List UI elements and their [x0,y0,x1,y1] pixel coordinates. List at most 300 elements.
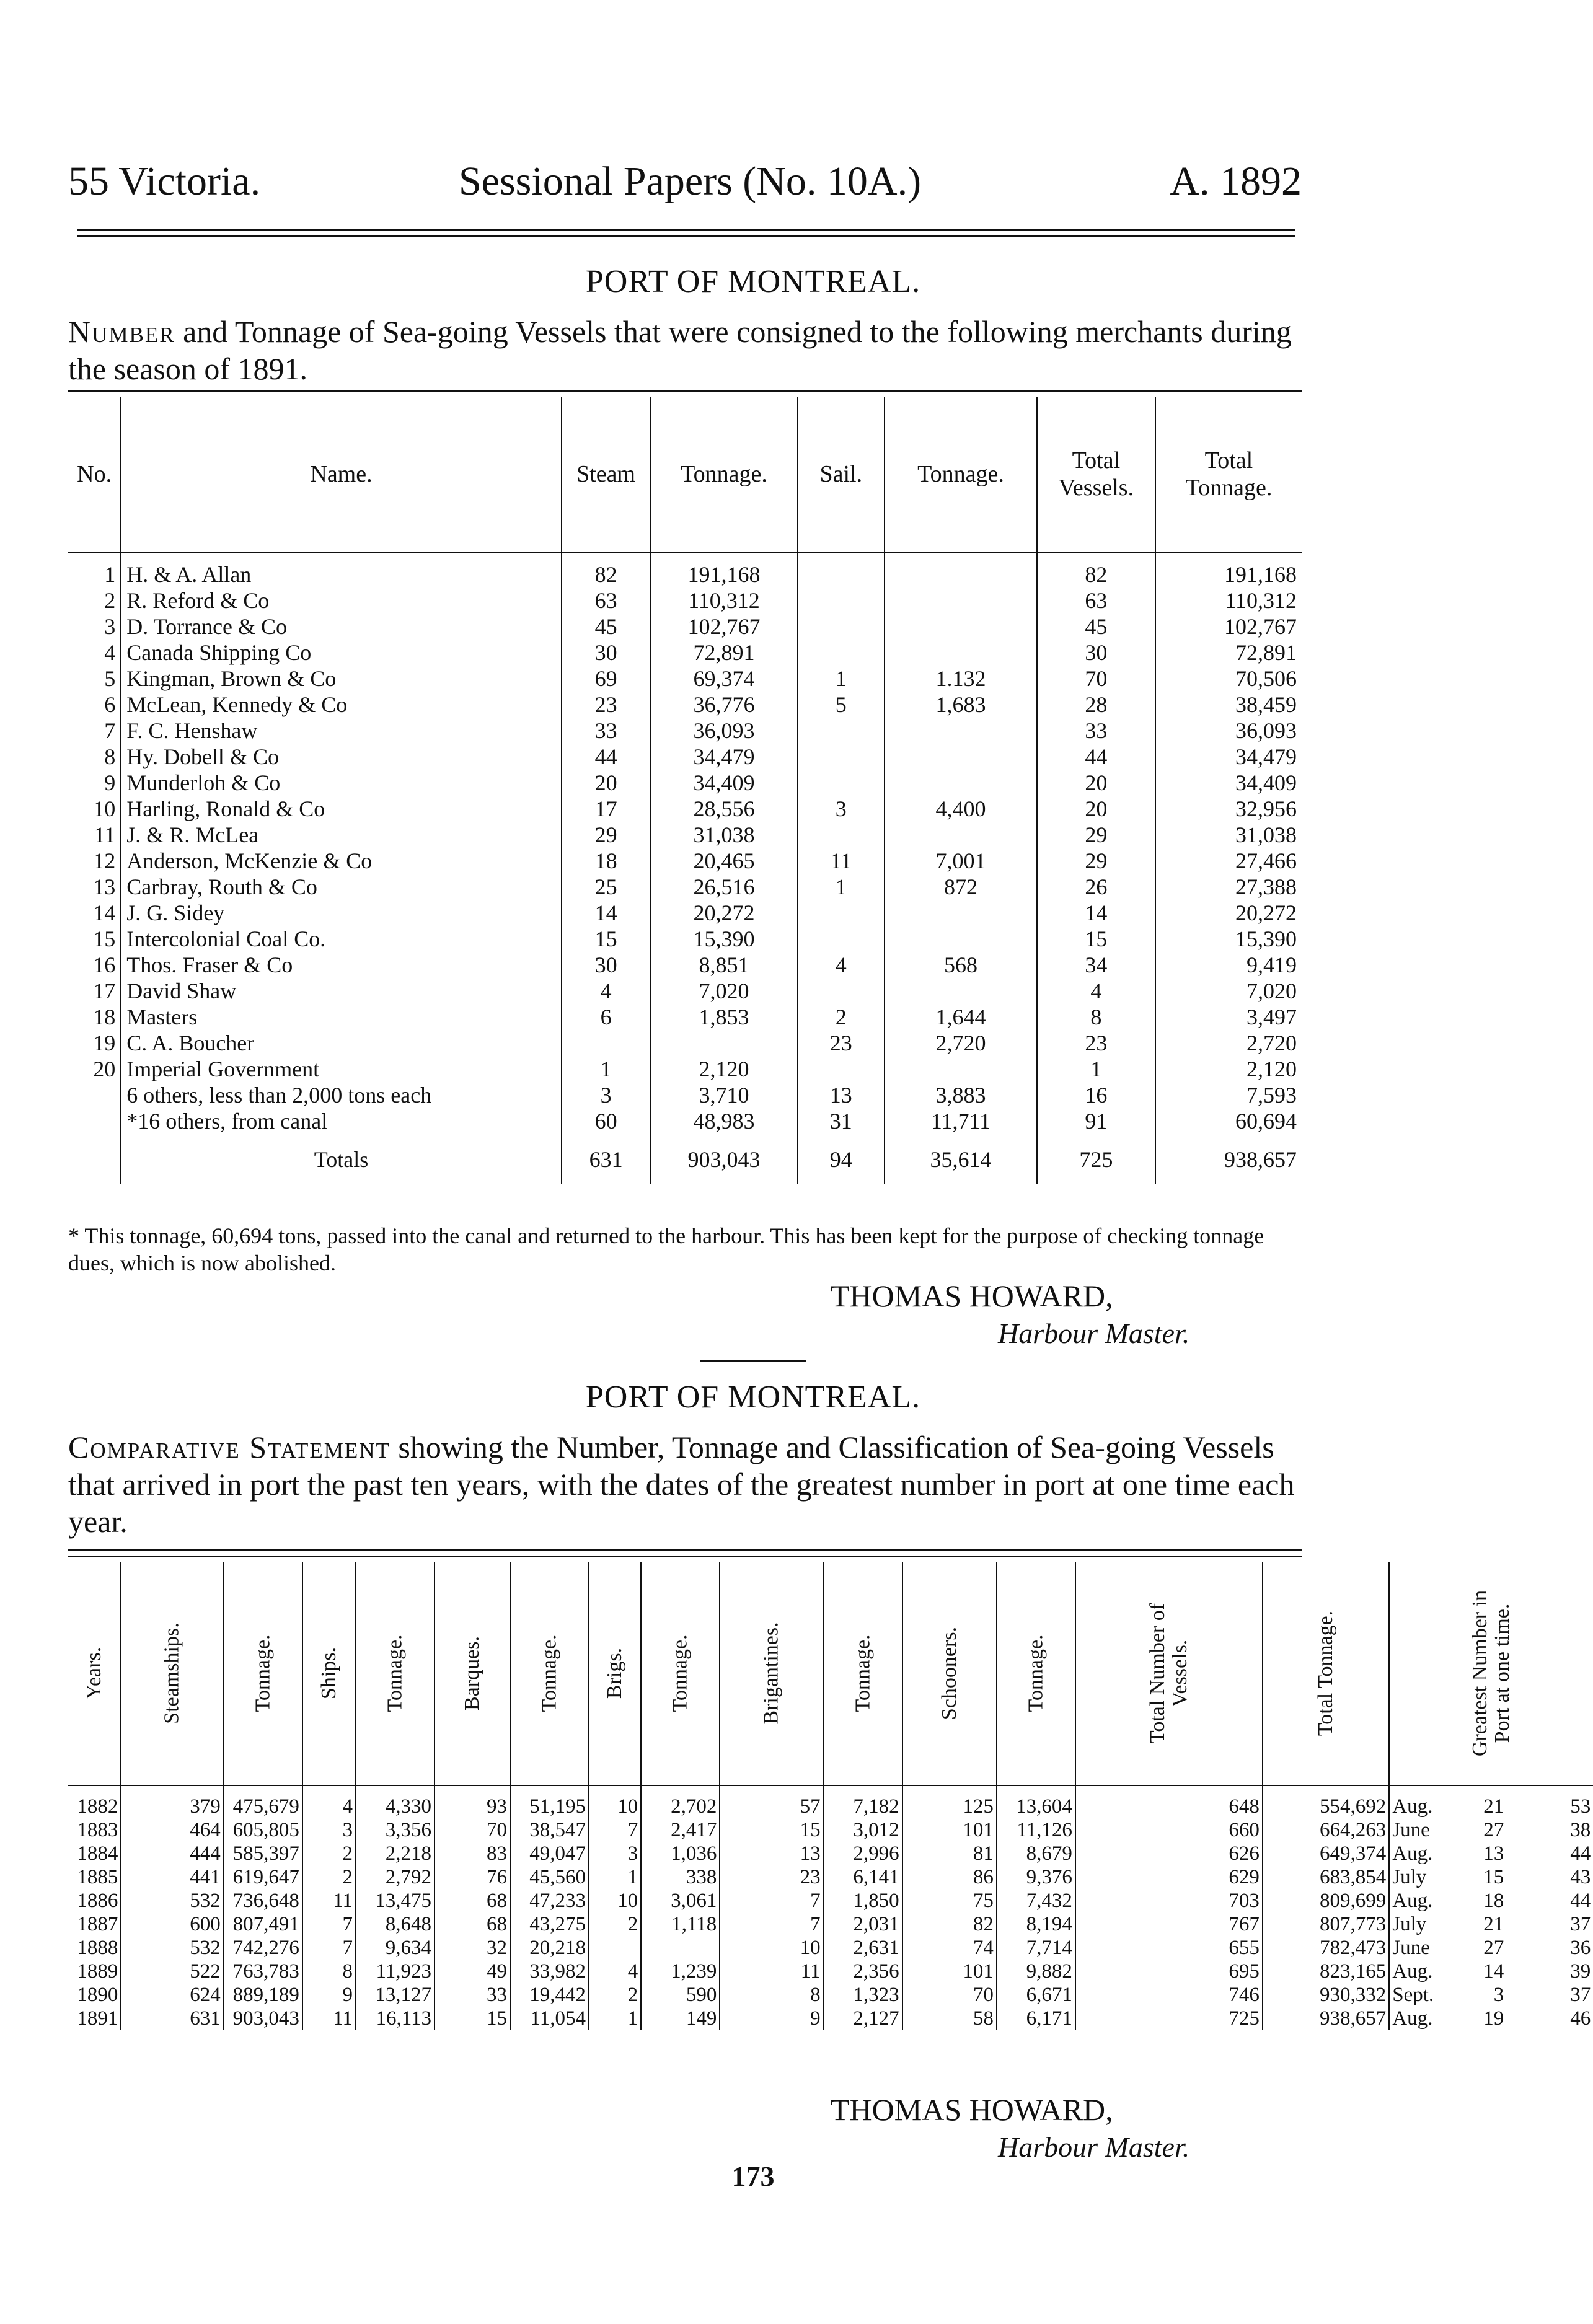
date-month: July [1392,1865,1427,1888]
cell-stonnage [885,770,1037,796]
cell-sail: 1 [798,666,885,692]
cell: 9,882 [997,1960,1075,1983]
cell: 1886 [77,1889,118,1912]
cell-greatest [1389,2007,1593,2030]
totals-row [68,1134,1302,1184]
cell: 7 [302,1912,356,1936]
cell-stonnage [885,926,1037,952]
cell-total: 72,891 [1155,640,1302,666]
cell: 746 [1075,1983,1263,2007]
table-row [68,1030,1302,1056]
cell-vessels: 44 [1037,744,1155,770]
cell: 13,604 [997,1785,1075,1818]
cell-sail: 13 [798,1082,885,1108]
table-row [68,588,1302,614]
cell-vessels: 4 [1037,978,1155,1004]
col-header-label: Tonnage. [537,1634,561,1712]
cell-tonnage: 26,516 [650,874,797,900]
cell-name: Harling, Ronald & Co [121,796,561,822]
date-month: June [1392,1936,1430,1959]
table-row [68,1082,1302,1108]
date-day: 27 [1483,1936,1504,1959]
cell-stonnage [885,744,1037,770]
cell-tonnage: 31,038 [650,822,797,848]
table-row [68,692,1302,718]
cell: 1 [589,1865,641,1889]
greatest-number: 39 [1570,1960,1591,1983]
cell-sail [798,640,885,666]
col-header-label: Steamships. [161,1622,184,1724]
cell: 8,648 [356,1912,435,1936]
cell: 81 [902,1842,997,1865]
cell: 57 [720,1785,823,1818]
cell-steam: 44 [562,744,651,770]
totals-label: Totals [121,1134,561,1184]
cell-steam: 69 [562,666,651,692]
totals-steam: 631 [562,1134,651,1184]
cell: 1888 [77,1936,118,1959]
cell-vessels: 15 [1037,926,1155,952]
cell-sail [798,926,885,952]
table2-top-rule [68,1549,1302,1551]
cell: 149 [641,2007,720,2030]
cell-name: Imperial Government [121,1056,561,1082]
cell-stonnage: 11,711 [885,1108,1037,1134]
cell: 7,432 [997,1889,1075,1912]
section2-signature: THOMAS HOWARD, [831,2092,1113,2127]
cell: 76 [435,1865,510,1889]
table2-top-rule-2 [68,1556,1302,1557]
date-month: Aug. [1392,1842,1433,1865]
cell: 1,323 [824,1983,902,2007]
cell-sail [798,978,885,1004]
greatest-number: 37 [1570,1983,1591,2006]
cell-tonnage: 15,390 [650,926,797,952]
table-row [68,1842,1593,1865]
cell-vessels: 8 [1037,1004,1155,1030]
cell: 11 [720,1960,823,1983]
cell: 2,356 [824,1960,902,1983]
col-header [68,1562,121,1785]
date-month: Sept. [1392,1983,1434,2006]
greatest-number: 38 [1570,1818,1591,1841]
cell: 7,182 [824,1785,902,1818]
col-header [589,1562,641,1785]
col-header-label: Total Number of Vessels. [1145,1603,1191,1743]
col-tonnage: Tonnage. [650,397,797,552]
cell: 3,012 [824,1818,902,1842]
cell: 823,165 [1263,1960,1389,1983]
cell: 47,233 [510,1889,589,1912]
cell-total: 32,956 [1155,796,1302,822]
cell-sail: 3 [798,796,885,822]
cell: 11,923 [356,1960,435,1983]
table-row [68,952,1302,978]
cell: 11,126 [997,1818,1075,1842]
table-row [68,1960,1593,1983]
cell: 2 [302,1865,356,1889]
cell: 7 [589,1818,641,1842]
table-row [68,1785,1593,1818]
cell: 522 [121,1960,223,1983]
cell: 93 [435,1785,510,1818]
cell-tonnage: 36,093 [650,718,797,744]
cell-steam: 14 [562,900,651,926]
cell: 7 [720,1912,823,1936]
cell-no: 19 [93,1031,116,1055]
cell-sail [798,614,885,640]
cell: 6,671 [997,1983,1075,2007]
cell: 2,218 [356,1842,435,1865]
table-row [68,1056,1302,1082]
col-header-label: Brigs. [603,1647,627,1699]
cell-name: Intercolonial Coal Co. [121,926,561,952]
cell-greatest [1389,1842,1593,1865]
cell-sail: 5 [798,692,885,718]
cell: 782,473 [1263,1936,1389,1960]
cell-name: D. Torrance & Co [121,614,561,640]
cell-sail [798,744,885,770]
cell: 86 [902,1865,997,1889]
col-header [720,1562,823,1785]
cell: 15 [435,2007,510,2030]
cell-steam: 63 [562,588,651,614]
cell-name: David Shaw [121,978,561,1004]
greatest-number: 44 [1570,1889,1591,1912]
cell: 11,054 [510,2007,589,2030]
cell: 532 [121,1889,223,1912]
cell: 11 [302,2007,356,2030]
cell-name: Munderloh & Co [121,770,561,796]
col-no: No. [68,397,121,552]
cell-sail [798,770,885,796]
cell-name: Masters [121,1004,561,1030]
cell-total: 3,497 [1155,1004,1302,1030]
cell: 10 [589,1785,641,1818]
table-row [68,1865,1593,1889]
cell-steam: 20 [562,770,651,796]
cell-total: 191,168 [1155,552,1302,588]
cell-greatest [1389,1865,1593,1889]
cell-steam: 4 [562,978,651,1004]
col-header-label: Tonnage. [1024,1634,1048,1712]
col-header [902,1562,997,1785]
cell-no: 10 [93,796,116,821]
cell-sail [798,718,885,744]
cell-stonnage [885,822,1037,848]
cell: 2,792 [356,1865,435,1889]
cell: 605,805 [224,1818,302,1842]
cell-vessels: 23 [1037,1030,1155,1056]
table1-top-rule [68,390,1302,392]
cell-steam: 30 [562,640,651,666]
cell-greatest [1389,1818,1593,1842]
cell-name: McLean, Kennedy & Co [121,692,561,718]
cell: 475,679 [224,1785,302,1818]
cell: 532 [121,1936,223,1960]
col-sail: Sail. [798,397,885,552]
col-header-label: Greatest Number in Port at one time. [1468,1590,1514,1756]
date-day: 21 [1483,1795,1504,1818]
cell-no: 18 [93,1005,116,1029]
cell-no: 16 [93,953,116,977]
cell-sail: 11 [798,848,885,874]
cell: 49,047 [510,1842,589,1865]
cell: 441 [121,1865,223,1889]
table2-header-row [68,1562,1593,1785]
cell: 8 [720,1983,823,2007]
table1-header-row [68,397,1302,552]
cell-stonnage [885,900,1037,926]
cell: 736,648 [224,1889,302,1912]
cell: 38,547 [510,1818,589,1842]
col-header [510,1562,589,1785]
col-header-label: Tonnage. [383,1634,407,1712]
cell-steam: 29 [562,822,651,848]
col-header-label: Schooners. [937,1626,961,1720]
header-left: 55 Victoria. [68,159,261,204]
cell-name: J. & R. McLea [121,822,561,848]
cell-greatest [1389,1960,1593,1983]
cell-tonnage: 72,891 [650,640,797,666]
col-header [1389,1562,1593,1785]
cell-greatest [1389,1889,1593,1912]
cell-stonnage: 568 [885,952,1037,978]
col-header-label: Total Tonnage. [1314,1610,1338,1736]
cell-no: 4 [104,640,116,665]
date-day: 15 [1483,1865,1504,1888]
section2-title: PORT OF MONTREAL. [585,1380,921,1415]
cell: 767 [1075,1912,1263,1936]
col-steam: Steam [562,397,651,552]
cell-steam [562,1030,651,1056]
cell-steam: 15 [562,926,651,952]
cell-steam: 23 [562,692,651,718]
cell: 4 [589,1960,641,1983]
cell-stonnage: 7,001 [885,848,1037,874]
col-header [302,1562,356,1785]
cell: 1890 [77,1983,118,2006]
cell-tonnage [650,1030,797,1056]
cell: 68 [435,1889,510,1912]
cell: 2,127 [824,2007,902,2030]
cell-sail [798,588,885,614]
cell: 703 [1075,1889,1263,1912]
greatest-number: 43 [1570,1865,1591,1888]
cell: 49 [435,1960,510,1983]
page-number: 173 [731,2160,775,2192]
date-month: Aug. [1392,2007,1433,2030]
table-row [68,666,1302,692]
cell-tonnage: 69,374 [650,666,797,692]
cell: 444 [121,1842,223,1865]
cell-vessels: 29 [1037,848,1155,874]
col-header-label: Years. [82,1647,106,1699]
cell-total: 27,466 [1155,848,1302,874]
col-header [435,1562,510,1785]
cell: 807,773 [1263,1912,1389,1936]
cell-name: Kingman, Brown & Co [121,666,561,692]
cell-tonnage: 8,851 [650,952,797,978]
col-total-vessels: Total Vessels. [1037,397,1155,552]
cell-vessels: 20 [1037,796,1155,822]
cell: 338 [641,1865,720,1889]
cell-stonnage [885,588,1037,614]
cell-total: 27,388 [1155,874,1302,900]
cell-tonnage: 3,710 [650,1082,797,1108]
cell: 4 [302,1785,356,1818]
cell-vessels: 16 [1037,1082,1155,1108]
cell-steam: 33 [562,718,651,744]
col-header [1075,1562,1263,1785]
cell-steam: 60 [562,1108,651,1134]
date-day: 13 [1483,1842,1504,1865]
cell-vessels: 82 [1037,552,1155,588]
cell: 1889 [77,1960,118,1983]
date-day: 21 [1483,1912,1504,1935]
table-row [68,1108,1302,1134]
cell-tonnage: 20,465 [650,848,797,874]
header-rule-2 [77,235,1295,237]
cell-greatest [1389,1936,1593,1960]
cell-total: 31,038 [1155,822,1302,848]
totals-sail: 94 [798,1134,885,1184]
col-header [356,1562,435,1785]
cell: 619,647 [224,1865,302,1889]
cell: 51,195 [510,1785,589,1818]
cell-name: Carbray, Routh & Co [121,874,561,900]
cell: 2 [589,1912,641,1936]
col-header [121,1562,223,1785]
section1-signature-title: Harbour Master. [998,1318,1190,1349]
cell-no: 14 [93,900,116,925]
col-header [641,1562,720,1785]
cell-vessels: 45 [1037,614,1155,640]
cell: 1,118 [641,1912,720,1936]
cell-name: Canada Shipping Co [121,640,561,666]
cell-no: 5 [104,666,116,691]
cell: 6,171 [997,2007,1075,2030]
table-row [68,1983,1593,2007]
cell-tonnage: 34,409 [650,770,797,796]
cell: 695 [1075,1960,1263,1983]
cell-name: *16 others, from canal [121,1108,561,1134]
cell: 649,374 [1263,1842,1389,1865]
cell-sail: 2 [798,1004,885,1030]
cell-stonnage [885,640,1037,666]
date-month: Aug. [1392,1960,1433,1983]
cell-total: 60,694 [1155,1108,1302,1134]
cell-vessels: 70 [1037,666,1155,692]
cell: 1885 [77,1865,118,1888]
cell-total: 110,312 [1155,588,1302,614]
cell-no [68,1108,121,1134]
col-name: Name. [121,397,561,552]
cell: 8 [302,1960,356,1983]
header-right: A. 1892 [1170,159,1302,204]
cell: 655 [1075,1936,1263,1960]
cell-tonnage: 34,479 [650,744,797,770]
cell-no: 3 [104,614,116,639]
cell-tonnage: 2,120 [650,1056,797,1082]
cell: 1,036 [641,1842,720,1865]
table-row [68,770,1302,796]
cell-total: 20,272 [1155,900,1302,926]
cell: 807,491 [224,1912,302,1936]
section2-text: showing the Number, Tonnage and Classification of Sea-going Vessels that arrived in port the past ten years, with the dates of the greatest number in port at one time each year. [68,1430,1295,1539]
totals-vessels: 725 [1037,1134,1155,1184]
cell-vessels: 63 [1037,588,1155,614]
cell: 74 [902,1936,997,1960]
cell-name: H. & A. Allan [121,552,561,588]
totals-blank [68,1134,121,1184]
col-total-tonnage: Total Tonnage. [1155,397,1302,552]
cell [589,1936,641,1960]
cell: 1882 [77,1795,118,1818]
cell: 660 [1075,1818,1263,1842]
table-row [68,744,1302,770]
cell: 3 [589,1842,641,1865]
date-month: June [1392,1818,1430,1841]
cell-sail [798,822,885,848]
cell: 11 [302,1889,356,1912]
cell: 903,043 [224,2007,302,2030]
cell: 101 [902,1960,997,1983]
cell-steam: 17 [562,796,651,822]
cell: 3,356 [356,1818,435,1842]
cell: 13,127 [356,1983,435,2007]
cell: 7 [302,1936,356,1960]
cell: 23 [720,1865,823,1889]
cell-sail [798,900,885,926]
section1-intro [68,313,1302,387]
date-month: Aug. [1392,1889,1433,1912]
cell-no: 2 [104,588,116,613]
table-row [68,1912,1593,1936]
cell: 4,330 [356,1785,435,1818]
cell: 629 [1075,1865,1263,1889]
cell-no: 9 [104,770,116,795]
cell-no: 1 [104,562,116,587]
cell-steam: 3 [562,1082,651,1108]
table-row [68,1818,1593,1842]
cell-stonnage: 1,644 [885,1004,1037,1030]
cell-stonnage [885,978,1037,1004]
cell: 809,699 [1263,1889,1389,1912]
totals-tonnage: 903,043 [650,1134,797,1184]
cell [641,1936,720,1960]
section1-signature: THOMAS HOWARD, [831,1279,1113,1313]
cell-stonnage: 1,683 [885,692,1037,718]
cell: 1,239 [641,1960,720,1983]
cell: 83 [435,1842,510,1865]
totals-stonnage: 35,614 [885,1134,1037,1184]
col-header-label: Barques. [461,1635,484,1710]
cell-name: Hy. Dobell & Co [121,744,561,770]
cell: 68 [435,1912,510,1936]
cell-no: 12 [93,848,116,873]
cell-stonnage: 3,883 [885,1082,1037,1108]
cell-sail [798,1056,885,1082]
cell-tonnage: 102,767 [650,614,797,640]
cell-no: 13 [93,874,116,899]
table-row [68,614,1302,640]
cell-vessels: 33 [1037,718,1155,744]
cell: 1 [589,2007,641,2030]
cell: 8,679 [997,1842,1075,1865]
table-row [68,926,1302,952]
cell: 464 [121,1818,223,1842]
